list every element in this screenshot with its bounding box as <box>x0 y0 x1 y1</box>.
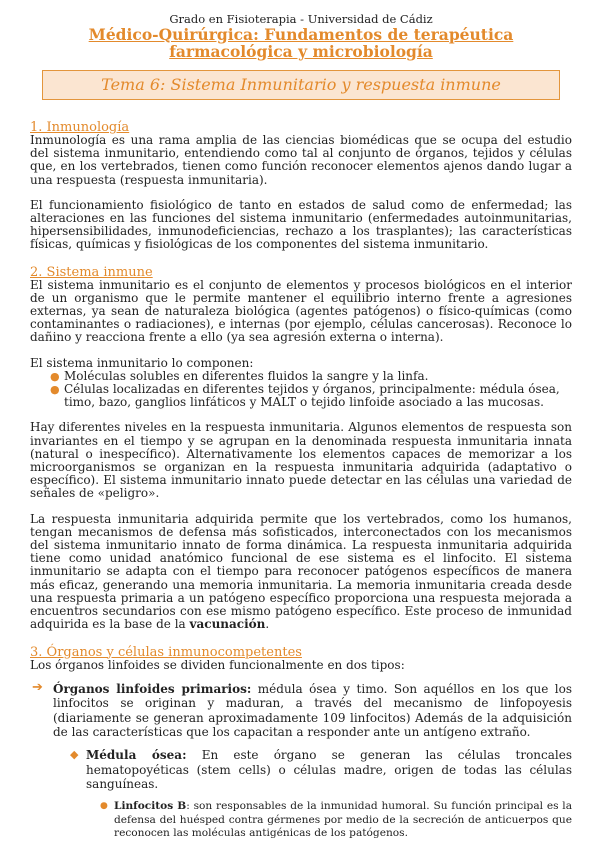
section-3-title: 3. Órganos y células inmunocompetentes <box>30 644 302 660</box>
s2-paragraph-1: El sistema inmunitario es el conjunto de elementos y procesos biológicos en el interior de un organismo que le permite mantener el equilibrio interno frente a agresiones externas, ya sean de naturaleza biológica (agentes patógenos) o físico-químicas (como contaminantes o radiaciones), e internas (por ejemplo, células cancerosas). Reconoce lo dañino y reacciona frente a ello (ya sea agresión externa o interna). <box>30 277 572 345</box>
s2-paragraph-3: La respuesta inmunitaria adquirida permite que los vertebrados, como los humanos, tengan mecanismos de defensa más sofisticados, interconectados con los mecanismos del sistema inmunitario innato de forma dinámica. La respuesta inmunitaria adquirida tiene como unidad anatómico funcional de ese sistema es el linfocito. El sistema inmunitario se adapta con el tiempo para reconocer patógenos específicos de manera más eficaz, generando una memoria inmunitaria. La memoria inmunitaria creada desde una respuesta primaria a un patógeno específico proporciona una respuesta mejorada a encuentros secundarios con ese mismo patógeno específico. Este proceso de inmunidad adquirida es la base de la vacunación. <box>30 511 572 632</box>
diamond-bullet-icon: ◆ <box>70 748 79 762</box>
s2-list-intro: El sistema inmunitario lo componen: <box>30 355 254 370</box>
section-2-title: 2. Sistema inmune <box>30 264 153 280</box>
topic-box: Tema 6: Sistema Inmunitario y respuesta inmune <box>42 70 560 100</box>
components-list <box>30 370 572 410</box>
section-1-title: 1. Inmunología <box>30 120 130 135</box>
arrow-right-icon: ➔ <box>32 679 43 695</box>
s1-paragraph-2: El funcionamiento fisiológico de tanto en estados de salud como de enfermedad; las alteraciones en las funciones del sistema inmunitario (enfermedades autoinmunitarias, hipersensibilidades, inmunodeficiencias, rechazo a los trasplantes); las características físicas, químicas y fisiológicas de los componentes del sistema inmunitario. <box>30 197 572 252</box>
course-title: Médico-Quirúrgica: Fundamentos de terapéutica farmacológica y microbiología <box>88 25 514 61</box>
bullet-dot-icon: ● <box>50 369 60 383</box>
list-item: ● Moléculas solubles en diferentes fluidos la sangre y la linfa. <box>50 368 429 383</box>
header-line: Grado en Fisioterapia - Universidad de Cádiz <box>169 12 433 26</box>
s1-paragraph-1: Inmunología es una rama amplia de las ciencias biomédicas que se ocupa del estudio del sistema inmunitario, entendiendo como tal al conjunto de órganos, tejidos y células que, en los vertebrados, tienen como función reconocer elementos ajenos dando lugar a una respuesta (respuesta inmunitaria). <box>30 133 572 187</box>
bullet-dot-icon: ● <box>50 383 60 397</box>
list-item-primary-organs: ➔ Órganos linfoides primarios: médula ósea y timo. Son aquéllos en los que los linfocitos se originan y maduran, a través del mecanismo de linfopoyesis (diariamente se generan aproximadamente 109 linfocitos) Además de la adquisición de las características que los capacitan a responder ante un antígeno extraño. <box>32 679 572 740</box>
list-item-bone-marrow: ◆ Médula ósea: En este órgano se generan las células troncales hematopoyéticas (stem cells) o células madre, origen de todas las células sanguíneas. <box>70 748 572 792</box>
bullet-dot-icon: ● <box>100 800 108 811</box>
document-page <box>30 10 572 841</box>
s3-intro: Los órganos linfoides se dividen funcionalmente en dos tipos: <box>30 657 405 672</box>
list-item-b-lymphocytes: ● Linfocitos B: son responsables de la inmunidad humoral. Su función principal es la defensa del huésped contra gérmenes por medio de la secreción de anticuerpos que reconocen las moléculas antigénicas de los patógenos. <box>100 799 573 840</box>
s2-paragraph-2: Hay diferentes niveles en la respuesta inmunitaria. Algunos elementos de respuesta son invariantes en el tiempo y se agrupan en la denominada respuesta inmunitaria innata (natural o inespecífico). Alternativamente los elementos capaces de memorizar a los microorganismos se organizan en la respuesta inmunitaria adquirida (adaptativo o específico). El sistema inmunitario innato puede detectar en las células una variedad de señales de «peligro». <box>30 420 572 501</box>
list-item: ● Células localizadas en diferentes tejidos y órganos, principalmente: médula ósea, timo, bazo, ganglios linfáticos y MALT o tejido linfoide asociado a las mucosas. <box>50 382 560 410</box>
